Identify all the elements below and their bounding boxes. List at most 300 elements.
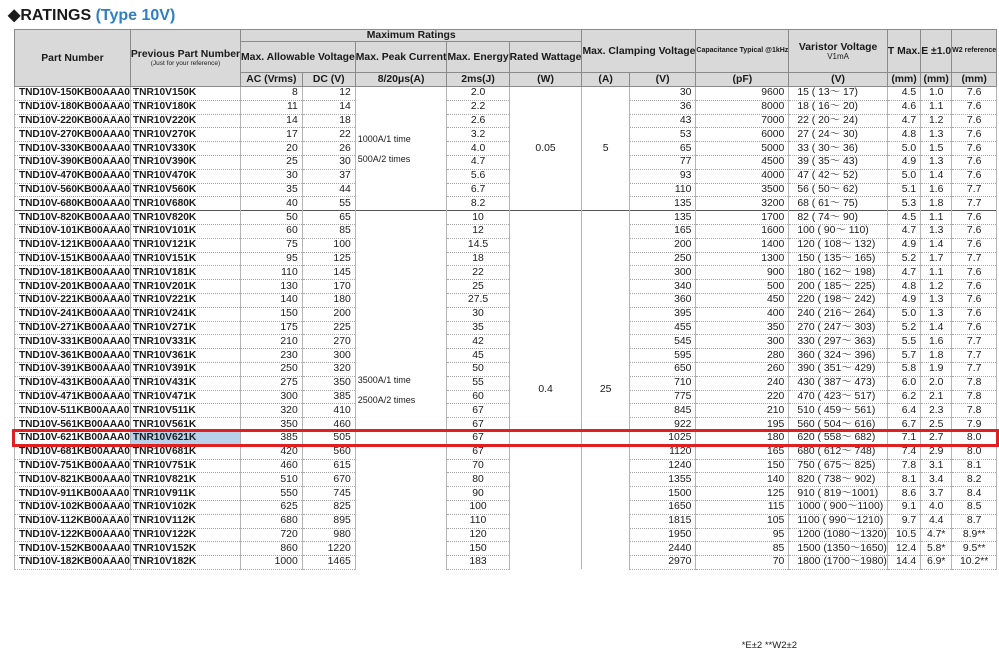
cell-t: 4.7 — [887, 266, 920, 280]
cell-t: 5.7 — [887, 349, 920, 363]
header-vv-unit: (V) — [789, 73, 888, 87]
cell-clamp-voltage: 135 — [629, 211, 696, 225]
cell-previous-part-number: TNR10V820K — [130, 211, 240, 225]
cell-energy: 50 — [447, 362, 509, 376]
cell-previous-part-number: TNR10V751K — [130, 459, 240, 473]
cell-dc: 55 — [302, 197, 355, 211]
cell-e: 2.1 — [921, 390, 952, 404]
header-varistor-voltage — [789, 30, 888, 73]
cell-ac: 140 — [241, 293, 303, 307]
cell-energy: 8.2 — [447, 197, 509, 211]
cell-e: 4.7* — [921, 528, 952, 542]
cell-varistor-voltage: 56 ( 50～ 62) — [789, 183, 888, 197]
cell-varistor-voltage: 430 ( 387～ 473) — [789, 376, 888, 390]
cell-varistor-voltage: 270 ( 247～ 303) — [789, 321, 888, 335]
cell-e: 1.5 — [921, 142, 952, 156]
cell-w2: 7.7 — [952, 349, 997, 363]
cell-t: 8.6 — [887, 487, 920, 501]
footnote: *E±2 **W2±2 — [741, 640, 797, 651]
cell-clamp-voltage: 53 — [629, 128, 696, 142]
header-max-peak-current: Max. Peak Current — [355, 42, 447, 73]
cell-capacitance: 280 — [696, 349, 789, 363]
cell-varistor-voltage: 39 ( 35～ 43) — [789, 155, 888, 169]
cell-clamp-voltage: 1650 — [629, 500, 696, 514]
cell-previous-part-number: TNR10V270K — [130, 128, 240, 142]
cell-varistor-voltage: 620 ( 558～ 682) — [789, 431, 888, 445]
cell-capacitance: 7000 — [696, 114, 789, 128]
cell-previous-part-number: TNR10V271K — [130, 321, 240, 335]
cell-ac: 11 — [241, 100, 303, 114]
cell-peak-current: 1000A/1 time 500A/2 times — [355, 87, 447, 211]
table-row — [15, 514, 997, 528]
cell-ac: 14 — [241, 114, 303, 128]
cell-w2: 7.7 — [952, 197, 997, 211]
cell-clamp-voltage: 300 — [629, 266, 696, 280]
cell-part-number: TND10V-152KB00AAA0 — [15, 542, 131, 556]
cell-energy: 42 — [447, 335, 509, 349]
cell-e: 4.4 — [921, 514, 952, 528]
cell-ac: 625 — [241, 500, 303, 514]
cell-t: 12.4 — [887, 542, 920, 556]
cell-clamp-voltage: 775 — [629, 390, 696, 404]
cell-rated-wattage: 0.05 — [509, 87, 582, 211]
cell-previous-part-number: TNR10V102K — [130, 500, 240, 514]
table-row — [15, 114, 997, 128]
cell-e: 1.3 — [921, 128, 952, 142]
cell-energy: 45 — [447, 349, 509, 363]
table-row — [15, 431, 997, 445]
cell-varistor-voltage: 470 ( 423～ 517) — [789, 390, 888, 404]
cell-ac: 275 — [241, 376, 303, 390]
cell-e: 1.9 — [921, 362, 952, 376]
cell-capacitance: 9600 — [696, 87, 789, 101]
header-varistor-sub: V1mA — [827, 51, 849, 61]
cell-varistor-voltage: 27 ( 24～ 30) — [789, 128, 888, 142]
cell-varistor-voltage: 68 ( 61～ 75) — [789, 197, 888, 211]
cell-t: 5.5 — [887, 335, 920, 349]
header-w2-unit: (mm) — [952, 73, 997, 87]
cell-varistor-voltage: 22 ( 20～ 24) — [789, 114, 888, 128]
cell-clamp-voltage: 1950 — [629, 528, 696, 542]
cell-ac: 20 — [241, 142, 303, 156]
cell-w2: 7.6 — [952, 169, 997, 183]
ratings-table — [14, 29, 997, 570]
table-row — [15, 459, 997, 473]
cell-w2: 7.9 — [952, 418, 997, 432]
cell-part-number: TND10V-150KB00AAA0 — [15, 87, 131, 101]
cell-t: 5.3 — [887, 197, 920, 211]
cell-previous-part-number: TNR10V561K — [130, 418, 240, 432]
cell-capacitance: 70 — [696, 556, 789, 570]
cell-part-number: TND10V-270KB00AAA0 — [15, 128, 131, 142]
cell-dc: 18 — [302, 114, 355, 128]
header-rated-wattage: Rated Wattage — [509, 42, 582, 73]
cell-e: 1.3 — [921, 155, 952, 169]
cell-clamp-voltage: 710 — [629, 376, 696, 390]
cell-w2: 7.7 — [952, 362, 997, 376]
cell-energy: 22 — [447, 266, 509, 280]
table-row — [15, 445, 997, 459]
cell-clamp-voltage: 43 — [629, 114, 696, 128]
table-row — [15, 487, 997, 501]
cell-energy: 67 — [447, 431, 509, 445]
cell-energy: 2.2 — [447, 100, 509, 114]
cell-dc: 200 — [302, 307, 355, 321]
cell-ac: 40 — [241, 197, 303, 211]
cell-capacitance: 195 — [696, 418, 789, 432]
cell-w2: 9.5** — [952, 542, 997, 556]
cell-peak-current: 3500A/1 time 2500A/2 times — [355, 211, 447, 570]
cell-energy: 67 — [447, 418, 509, 432]
cell-dc: 350 — [302, 376, 355, 390]
cell-w2: 7.8 — [952, 404, 997, 418]
cell-capacitance: 220 — [696, 390, 789, 404]
cell-dc: 385 — [302, 390, 355, 404]
cell-t: 5.2 — [887, 321, 920, 335]
cell-dc: 670 — [302, 473, 355, 487]
cell-varistor-voltage: 750 ( 675～ 825) — [789, 459, 888, 473]
cell-dc: 12 — [302, 87, 355, 101]
cell-capacitance: 180 — [696, 431, 789, 445]
cell-clamp-voltage: 395 — [629, 307, 696, 321]
table-row — [15, 183, 997, 197]
table-row — [15, 321, 997, 335]
cell-energy: 2.0 — [447, 87, 509, 101]
cell-dc: 37 — [302, 169, 355, 183]
cell-w2: 8.7 — [952, 514, 997, 528]
cell-t: 6.2 — [887, 390, 920, 404]
table-body — [15, 87, 997, 570]
cell-w2: 7.6 — [952, 307, 997, 321]
cell-w2: 8.1 — [952, 459, 997, 473]
cell-part-number: TND10V-621KB00AAA0 — [15, 431, 131, 445]
cell-capacitance: 260 — [696, 362, 789, 376]
cell-dc: 1465 — [302, 556, 355, 570]
cell-previous-part-number: TNR10V511K — [130, 404, 240, 418]
table-row — [15, 252, 997, 266]
cell-energy: 27.5 — [447, 293, 509, 307]
cell-t: 4.9 — [887, 238, 920, 252]
cell-e: 3.1 — [921, 459, 952, 473]
cell-clamp-voltage: 845 — [629, 404, 696, 418]
header-max-clamping-voltage: Max. Clamping Voltage — [582, 30, 696, 73]
cell-varistor-voltage: 910 ( 819～1001) — [789, 487, 888, 501]
cell-previous-part-number: TNR10V390K — [130, 155, 240, 169]
cell-previous-part-number: TNR10V361K — [130, 349, 240, 363]
cell-previous-part-number: TNR10V220K — [130, 114, 240, 128]
cell-part-number: TND10V-911KB00AAA0 — [15, 487, 131, 501]
cell-clamp-voltage: 1500 — [629, 487, 696, 501]
cell-varistor-voltage: 1500 (1350～1650) — [789, 542, 888, 556]
cell-ac: 550 — [241, 487, 303, 501]
cell-ac: 460 — [241, 459, 303, 473]
cell-part-number: TND10V-820KB00AAA0 — [15, 211, 131, 225]
cell-dc: 85 — [302, 224, 355, 238]
cell-e: 1.1 — [921, 100, 952, 114]
cell-w2: 7.7 — [952, 252, 997, 266]
cell-previous-part-number: TNR10V122K — [130, 528, 240, 542]
cell-ac: 300 — [241, 390, 303, 404]
table-row — [15, 266, 997, 280]
table-row — [15, 500, 997, 514]
cell-capacitance: 4500 — [696, 155, 789, 169]
cell-ac: 385 — [241, 431, 303, 445]
cell-capacitance: 300 — [696, 335, 789, 349]
cell-ac: 510 — [241, 473, 303, 487]
cell-e: 3.7 — [921, 487, 952, 501]
cell-dc: 65 — [302, 211, 355, 225]
cell-t: 14.4 — [887, 556, 920, 570]
cell-part-number: TND10V-241KB00AAA0 — [15, 307, 131, 321]
cell-capacitance: 1600 — [696, 224, 789, 238]
cell-dc: 615 — [302, 459, 355, 473]
cell-dc: 145 — [302, 266, 355, 280]
cell-clamp-voltage: 650 — [629, 362, 696, 376]
cell-w2: 7.6 — [952, 238, 997, 252]
cell-energy: 5.6 — [447, 169, 509, 183]
cell-varistor-voltage: 390 ( 351～ 429) — [789, 362, 888, 376]
cell-e: 1.0 — [921, 87, 952, 101]
cell-varistor-voltage: 100 ( 90～ 110) — [789, 224, 888, 238]
cell-capacitance: 150 — [696, 459, 789, 473]
cell-energy: 183 — [447, 556, 509, 570]
cell-capacitance: 140 — [696, 473, 789, 487]
cell-varistor-voltage: 560 ( 504～ 616) — [789, 418, 888, 432]
cell-t: 4.5 — [887, 211, 920, 225]
cell-dc: 22 — [302, 128, 355, 142]
cell-capacitance: 115 — [696, 500, 789, 514]
cell-energy: 110 — [447, 514, 509, 528]
cell-previous-part-number: TNR10V112K — [130, 514, 240, 528]
cell-e: 1.2 — [921, 280, 952, 294]
cell-varistor-voltage: 680 ( 612～ 748) — [789, 445, 888, 459]
table-row — [15, 87, 997, 101]
cell-dc: 44 — [302, 183, 355, 197]
cell-t: 4.9 — [887, 155, 920, 169]
table-row — [15, 556, 997, 570]
table-row — [15, 128, 997, 142]
title-type: (Type 10V) — [95, 7, 176, 24]
cell-w2: 7.7 — [952, 335, 997, 349]
cell-capacitance: 125 — [696, 487, 789, 501]
cell-capacitance: 8000 — [696, 100, 789, 114]
cell-varistor-voltage: 360 ( 324～ 396) — [789, 349, 888, 363]
cell-w2: 7.8 — [952, 376, 997, 390]
cell-capacitance: 1300 — [696, 252, 789, 266]
cell-capacitance: 95 — [696, 528, 789, 542]
cell-t: 4.8 — [887, 128, 920, 142]
cell-w2: 7.6 — [952, 155, 997, 169]
cell-w2: 7.6 — [952, 266, 997, 280]
cell-e: 1.8 — [921, 197, 952, 211]
cell-energy: 14.5 — [447, 238, 509, 252]
cell-part-number: TND10V-221KB00AAA0 — [15, 293, 131, 307]
table-row — [15, 542, 997, 556]
cell-ac: 420 — [241, 445, 303, 459]
cell-capacitance: 4000 — [696, 169, 789, 183]
table-row — [15, 473, 997, 487]
cell-ac: 50 — [241, 211, 303, 225]
cell-previous-part-number: TNR10V911K — [130, 487, 240, 501]
header-watt-unit: (W) — [509, 73, 582, 87]
cell-w2: 7.6 — [952, 293, 997, 307]
cell-w2: 7.6 — [952, 224, 997, 238]
cell-energy: 18 — [447, 252, 509, 266]
cell-dc: 1220 — [302, 542, 355, 556]
cell-clamp-voltage: 2440 — [629, 542, 696, 556]
cell-previous-part-number: TNR10V121K — [130, 238, 240, 252]
cell-previous-part-number: TNR10V182K — [130, 556, 240, 570]
cell-e: 2.7 — [921, 431, 952, 445]
table-row — [15, 142, 997, 156]
cell-t: 6.4 — [887, 404, 920, 418]
cell-clamp-current: 25 — [582, 211, 629, 570]
cell-previous-part-number: TNR10V391K — [130, 362, 240, 376]
cell-energy: 67 — [447, 404, 509, 418]
cell-t: 4.8 — [887, 280, 920, 294]
cell-energy: 70 — [447, 459, 509, 473]
cell-ac: 860 — [241, 542, 303, 556]
cell-capacitance: 5000 — [696, 142, 789, 156]
table-row — [15, 224, 997, 238]
table-header — [15, 30, 997, 87]
cell-w2: 8.2 — [952, 473, 997, 487]
cell-previous-part-number: TNR10V331K — [130, 335, 240, 349]
cell-capacitance: 350 — [696, 321, 789, 335]
cell-varistor-voltage: 120 ( 108～ 132) — [789, 238, 888, 252]
cell-clamp-voltage: 250 — [629, 252, 696, 266]
cell-energy: 55 — [447, 376, 509, 390]
cell-e: 1.3 — [921, 307, 952, 321]
cell-capacitance: 105 — [696, 514, 789, 528]
cell-w2: 7.6 — [952, 321, 997, 335]
cell-e: 1.6 — [921, 335, 952, 349]
cell-previous-part-number: TNR10V560K — [130, 183, 240, 197]
table-row — [15, 155, 997, 169]
cell-dc: 270 — [302, 335, 355, 349]
cell-varistor-voltage: 150 ( 135～ 165) — [789, 252, 888, 266]
cell-previous-part-number: TNR10V471K — [130, 390, 240, 404]
cell-e: 1.8 — [921, 349, 952, 363]
cell-varistor-voltage: 820 ( 738～ 902) — [789, 473, 888, 487]
cell-previous-part-number: TNR10V201K — [130, 280, 240, 294]
cell-ac: 1000 — [241, 556, 303, 570]
cell-varistor-voltage: 240 ( 216～ 264) — [789, 307, 888, 321]
cell-clamp-voltage: 1025 — [629, 431, 696, 445]
cell-clamp-voltage: 545 — [629, 335, 696, 349]
table-row — [15, 418, 997, 432]
cell-previous-part-number: TNR10V681K — [130, 445, 240, 459]
cell-w2: 8.4 — [952, 487, 997, 501]
header-peak-cond: 8/20μs(A) — [355, 73, 447, 87]
table-row — [15, 349, 997, 363]
cell-dc: 745 — [302, 487, 355, 501]
cell-capacitance: 6000 — [696, 128, 789, 142]
cell-clamp-voltage: 200 — [629, 238, 696, 252]
cell-capacitance: 400 — [696, 307, 789, 321]
cell-ac: 130 — [241, 280, 303, 294]
header-w2: W2 reference — [952, 30, 997, 73]
cell-part-number: TND10V-390KB00AAA0 — [15, 155, 131, 169]
cell-energy: 4.7 — [447, 155, 509, 169]
cell-ac: 320 — [241, 404, 303, 418]
cell-part-number: TND10V-471KB00AAA0 — [15, 390, 131, 404]
cell-w2: 7.8 — [952, 390, 997, 404]
cell-t: 5.1 — [887, 183, 920, 197]
cell-part-number: TND10V-181KB00AAA0 — [15, 266, 131, 280]
diamond-icon: ◆ — [8, 7, 21, 24]
header-part-number: Part Number — [15, 30, 131, 87]
cell-ac: 230 — [241, 349, 303, 363]
header-capacitance: Capacitance Typical @1kHz — [696, 30, 789, 73]
cell-e: 2.5 — [921, 418, 952, 432]
cell-part-number: TND10V-560KB00AAA0 — [15, 183, 131, 197]
cell-varistor-voltage: 1100 ( 990～1210) — [789, 514, 888, 528]
cell-previous-part-number: TNR10V680K — [130, 197, 240, 211]
cell-dc: 14 — [302, 100, 355, 114]
cell-capacitance: 3500 — [696, 183, 789, 197]
cell-t: 6.7 — [887, 418, 920, 432]
cell-w2: 8.0 — [952, 445, 997, 459]
cell-ac: 210 — [241, 335, 303, 349]
cell-varistor-voltage: 200 ( 185～ 225) — [789, 280, 888, 294]
cell-w2: 8.0 — [952, 431, 997, 445]
cell-clamp-voltage: 65 — [629, 142, 696, 156]
table-row — [15, 528, 997, 542]
cell-t: 7.1 — [887, 431, 920, 445]
cell-dc: 825 — [302, 500, 355, 514]
cell-capacitance: 900 — [696, 266, 789, 280]
table-row — [15, 169, 997, 183]
cell-e: 1.1 — [921, 211, 952, 225]
cell-part-number: TND10V-201KB00AAA0 — [15, 280, 131, 294]
cell-ac: 60 — [241, 224, 303, 238]
cell-previous-part-number: TNR10V330K — [130, 142, 240, 156]
cell-previous-part-number: TNR10V431K — [130, 376, 240, 390]
cell-clamp-voltage: 93 — [629, 169, 696, 183]
cell-ac: 110 — [241, 266, 303, 280]
cell-dc: 460 — [302, 418, 355, 432]
cell-ac: 350 — [241, 418, 303, 432]
cell-part-number: TND10V-511KB00AAA0 — [15, 404, 131, 418]
cell-t: 8.1 — [887, 473, 920, 487]
cell-previous-part-number: TNR10V241K — [130, 307, 240, 321]
cell-t: 10.5 — [887, 528, 920, 542]
cell-varistor-voltage: 1800 (1700～1980) — [789, 556, 888, 570]
cell-part-number: TND10V-220KB00AAA0 — [15, 114, 131, 128]
cell-ac: 680 — [241, 514, 303, 528]
cell-part-number: TND10V-330KB00AAA0 — [15, 142, 131, 156]
cell-clamp-voltage: 1120 — [629, 445, 696, 459]
cell-e: 6.9* — [921, 556, 952, 570]
cell-ac: 30 — [241, 169, 303, 183]
cell-t: 4.7 — [887, 224, 920, 238]
cell-t: 4.9 — [887, 293, 920, 307]
header-previous-note: (Just for your reference) — [150, 59, 221, 67]
cell-clamp-voltage: 2970 — [629, 556, 696, 570]
cell-capacitance: 85 — [696, 542, 789, 556]
cell-w2: 8.5 — [952, 500, 997, 514]
cell-e: 2.9 — [921, 445, 952, 459]
cell-ac: 150 — [241, 307, 303, 321]
cell-ac: 95 — [241, 252, 303, 266]
header-cap-unit: (pF) — [696, 73, 789, 87]
cell-capacitance: 1400 — [696, 238, 789, 252]
cell-clamp-voltage: 360 — [629, 293, 696, 307]
cell-part-number: TND10V-751KB00AAA0 — [15, 459, 131, 473]
cell-part-number: TND10V-180KB00AAA0 — [15, 100, 131, 114]
cell-part-number: TND10V-121KB00AAA0 — [15, 238, 131, 252]
